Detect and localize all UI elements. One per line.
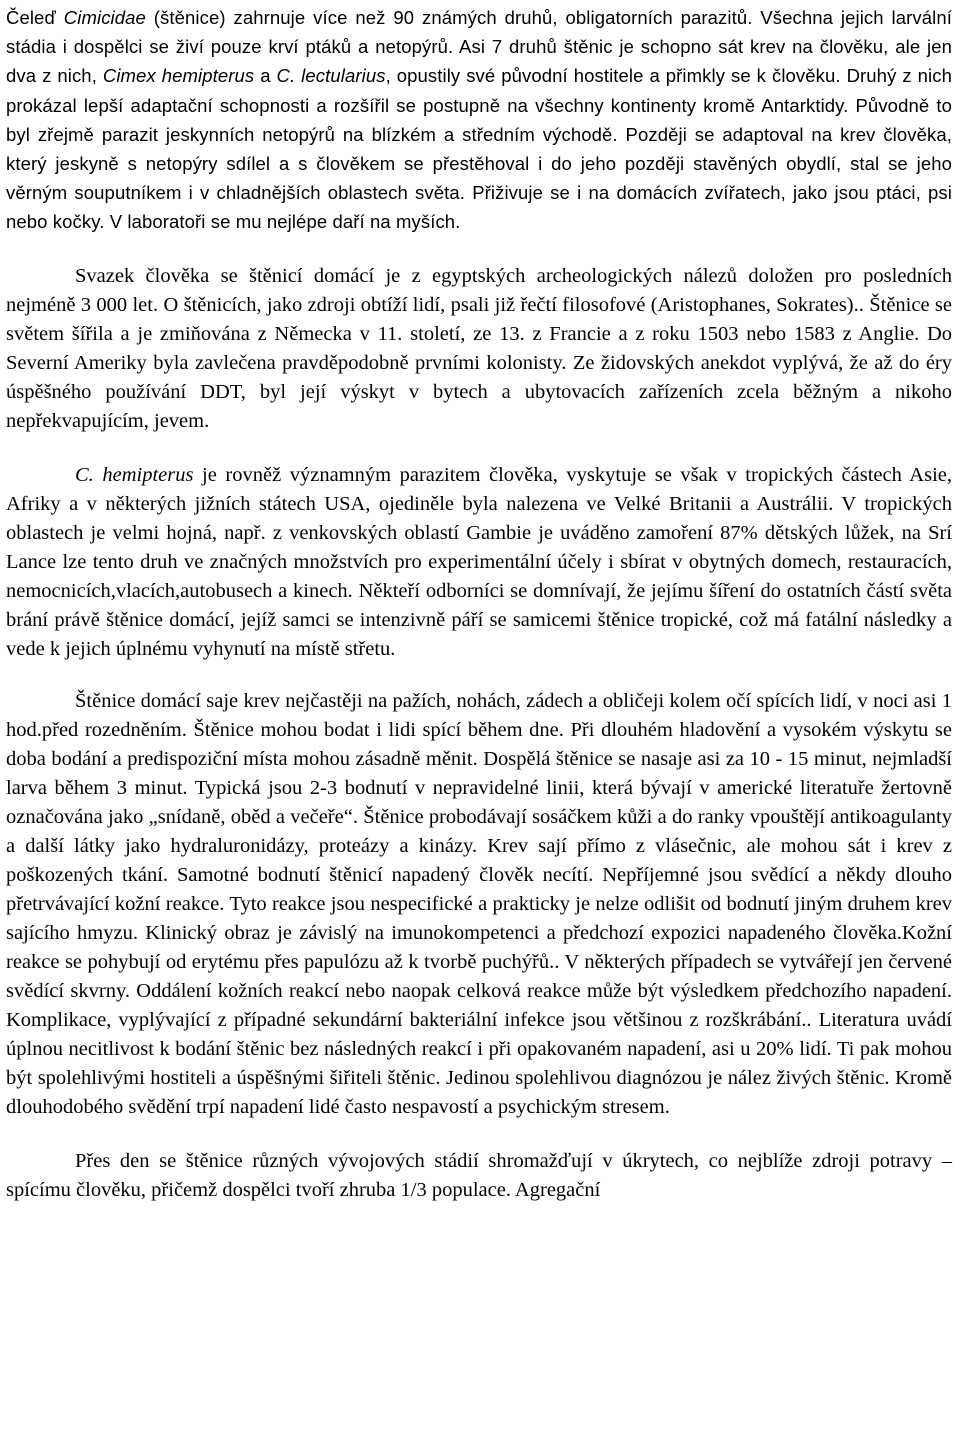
- paragraph-4: [6, 687, 952, 1122]
- p3-italic-1: C. hemipterus: [75, 463, 194, 486]
- paragraph-5: [6, 1147, 952, 1205]
- p2-text-1: Svazek člověka se štěnicí domácí je z egyptských archeologických nálezů doložen pro posledních nejméně 3 000 let. O štěnicích, jako zdroji obtíží lidí, psali již řečtí filosofové (Aristophanes, Sokrates).. Štěnice se světem šířila a je zmiňována z Německa v 11. století, ze 13. z Francie a z roku 1503 nebo 1583 z Anglie. Do Severní Ameriky byla zavlečena pravděpodobně prvními kolonisty. Ze židovských anekdot vyplývá, že až do éry úspěšného používání DDT, byl její výskyt v bytech a ubytovacích zařízeních zcela běžným a nikoho nepřekvapujícím, jevem.: [6, 264, 952, 432]
- paragraph-1: [6, 0, 952, 237]
- paragraph-3: [6, 461, 952, 664]
- paragraph-2: [6, 262, 952, 436]
- p1-italic-1: Cimicidae: [63, 7, 146, 28]
- p1-text-2: (štěnice) zahrnuje více než 90 známých druhů, obligatorních parazitů. Všechna jejich larvální stádia i dospělci se živí pouze krví ptáků a netopýrů. Asi 7 druhů štěnic je schopno sát krev na člověku, ale jen dva z nich,: [6, 7, 952, 87]
- p1-italic-3: C. lectularius: [276, 65, 386, 87]
- p1-italic-2: Cimex hemipterus: [102, 65, 255, 87]
- p5-text-1: Přes den se štěnice různých vývojových stádií shromažďují v úkrytech, co nejblíže zdroji potravy – spícímu člověku, přičemž dospělci tvoří zhruba 1/3 populace. Agregační: [6, 1149, 952, 1201]
- p1-text-3: a: [254, 65, 277, 87]
- p3-text-1: je rovněž významným parazitem člověka, vyskytuje se však v tropických částech Asie, Afriky a v některých jižních státech USA, ojediněle byla nalezena ve Velké Britanii a Austrálii. V tropických oblastech je velmi hojná, např. z venkovských oblastí Gambie je uváděno zamoření 87% dětských lůžek, na Srí Lance lze tento druh ve značných množstvích pro experimentální účely i sbírat v obytných domech, restauracích, nemocnicích,vlacích,autobusech a kinech. Někteří odborníci se domnívají, že jejímu šíření do ostatních částí světa brání právě štěnice domácí, jejíž samci se intenzivně páří se samicemi štěnice tropické, což má fatální následky a vede k jejich úplnému vyhynutí na místě střetu.: [6, 463, 952, 660]
- p1-text-1: Čeleď: [6, 7, 64, 28]
- p1-text-4: , opustily své původní hostitele a přimkly se k člověku. Druhý z nich prokázal lepší adaptační schopnosti a rozšířil se postupně na všechny kontinenty kromě Antarktidy. Původně to byl zřejmě parazit jeskynních netopýrů na blízkém a středním východě. Později se adaptoval na krev člověka, který jeskyně s netopýry sdílel a s člověkem se přestěhoval i do jeho později stavěných obydlí, stal se jeho věrným souputníkem i v chladnějších oblastech světa. Přiživuje se i na domácích zvířatech, jako jsou ptáci, psi nebo kočky. V laboratoři se mu nejlépe daří na myších.: [6, 65, 952, 233]
- p4-text-1: Štěnice domácí saje krev nejčastěji na pažích, nohách, zádech a obličeji kolem očí spících lidí, v noci asi 1 hod.před rozedněním. Štěnice mohou bodat i lidi spící během dne. Při dlouhém hladovění a vysokém výskytu se doba bodání a predispoziční místa mohou zásadně měnit. Dospělá štěnice se nasaje asi za 10 - 15 minut, nejmladší larva během 3 minut. Typická jsou 2-3 bodnutí v nepravidelné linii, která bývají v americké literatuře žertovně označována jako „snídaně, oběd a večeře“. Štěnice probodávají sosáčkem kůži a do ranky vpouštějí antikoagulanty a další látky jako hydraluronidázy, proteázy a kinázy. Krev sají přímo z vlásečnic, ale mohou sát i krev z poškozených tkání. Samotné bodnutí štěnicí napadený člověk necítí. Nepříjemné jsou svědící a někdy dlouho přetrvávající kožní reakce. Tyto reakce jsou nespecifické a prakticky je nelze odlišit od bodnutí jiným druhem krev sajícího hmyzu. Klinický obraz je závislý na imunokompetenci a předchozí expozici napadeného člověka.Kožní reakce se pohybují od erytému přes papulózu až k tvorbě puchýřů.. V některých případech se vytvářejí jen červené svědící skvrny. Oddálení kožních reakcí nebo naopak celková reakce může být výsledkem předchozího napadení. Komplikace, vyplývající z případné sekundární bakteriální infekce jsou většinou z rozškrábání.. Literatura uvádí úplnou necitlivost k bodání štěnic bez následných reakcí i při opakovaném napadení, asi u 20% lidí. Ti pak mohou být spolehlivými hostiteli a úspěšnými šiřiteli štěnic. Jedinou spolehlivou diagnózou je nález živých štěnic. Kromě dlouhodobého svědění trpí napadení lidé často nespavostí a psychickým stresem.: [6, 689, 952, 1118]
